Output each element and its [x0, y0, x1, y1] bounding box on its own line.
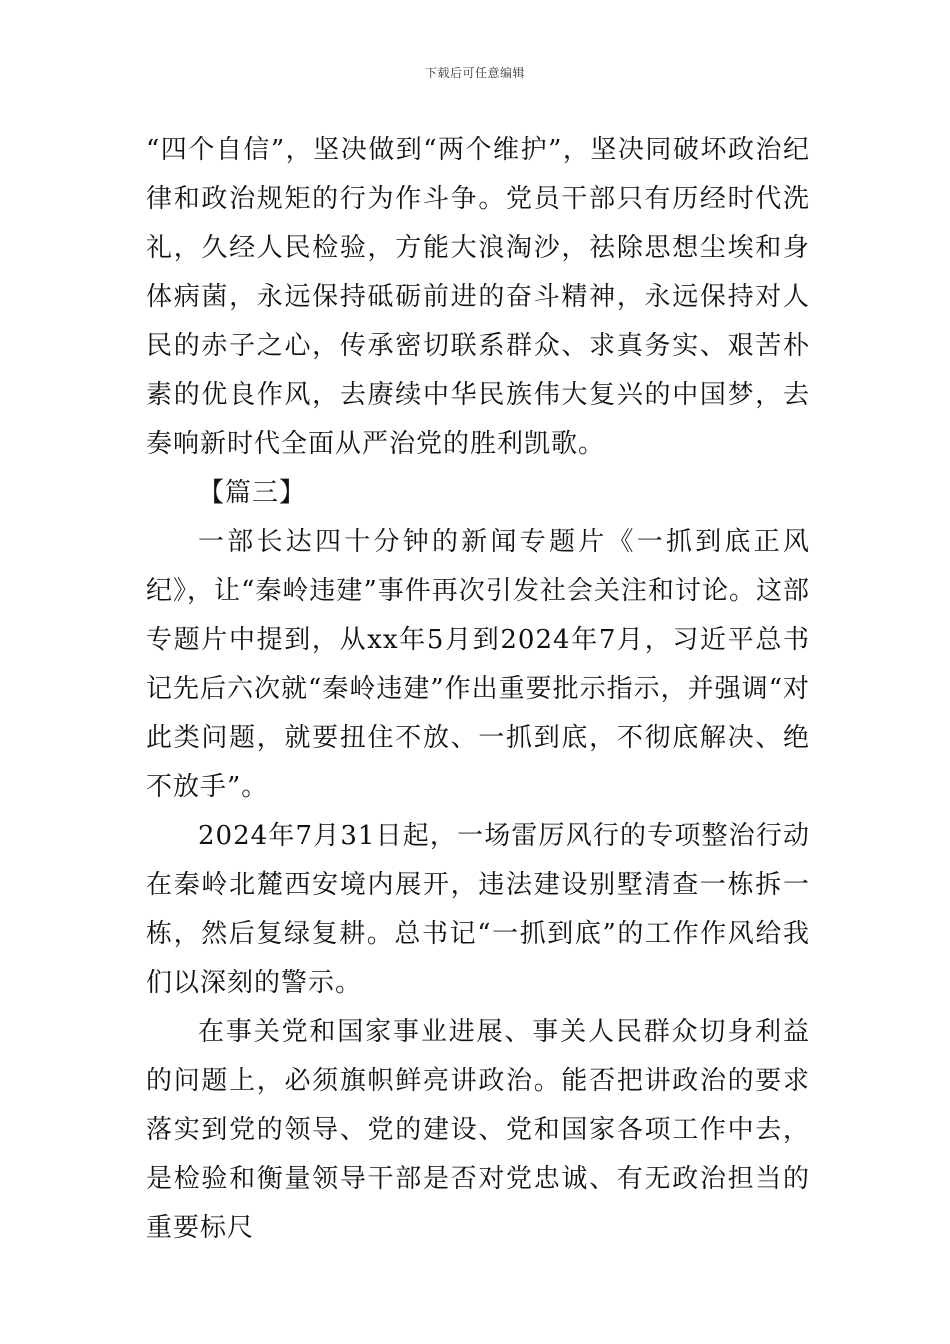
section-heading: 【篇三】 — [198, 478, 307, 508]
paragraph: 2024年7月31日起，一场雷厉风行的专项整治行动在秦岭北麓西安境内展开，违法建设别墅清查一栋拆一栋，然后复绿复耕。总书记“一抓到底”的工作作风给我们以深刻的警示。 — [146, 821, 810, 998]
document-body — [146, 126, 810, 1253]
paragraph: 一部长达四十分钟的新闻专题片《一抓到底正风纪》，让“秦岭违建”事件再次引发社会关注和讨论。这部专题片中提到，从xx年5月到2024年7月，习近平总书记先后六次就“秦岭违建”作出重要批示指示，并强调“对此类问题，就要扭住不放、一抓到底，不彻底解决、绝不放手”。 — [146, 527, 810, 802]
paragraph: 在事关党和国家事业进展、事关人民群众切身利益的问题上，必须旗帜鲜亮讲政治。能否把讲政治的要求落实到党的领导、党的建设、党和国家各项工作中去，是检验和衡量领导干部是否对党忠诚、有无政治担当的重要标尺 — [146, 1017, 810, 1243]
paragraph-continued: “四个自信”，坚决做到“两个维护”，坚决同破坏政治纪律和政治规矩的行为作斗争。党员干部只有历经时代洗礼，久经人民检验，方能大浪淘沙，祛除思想尘埃和身体病菌，永远保持砥砺前进的奋斗精神，永远保持对人民的赤子之心，传承密切联系群众、求真务实、艰苦朴素的优良作风，去赓续中华民族伟大复兴的中国梦，去奏响新时代全面从严治党的胜利凯歌。 — [146, 135, 810, 459]
page-header: 下载后可任意编辑 — [424, 66, 525, 80]
